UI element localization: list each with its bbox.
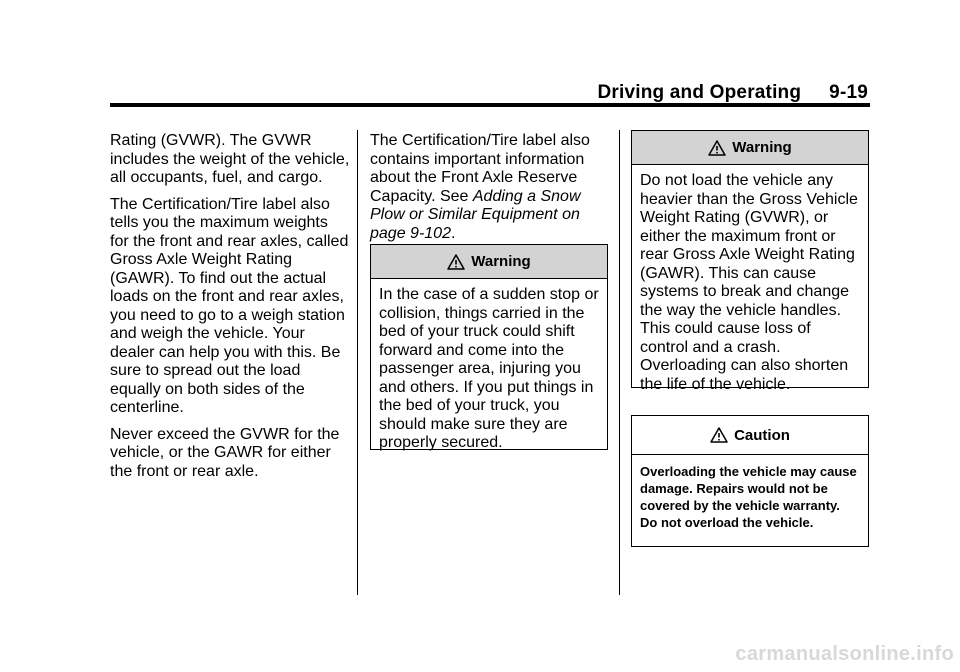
paragraph-gvwr: Rating (GVWR). The GVWR includes the weight of the vehicle, all occupants, fuel, and cargo. — [110, 132, 350, 186]
caution-title: Caution — [734, 426, 790, 444]
caution-text: Overloading the vehicle may cause damage. Repairs would not be covered by the vehicle warranty. Do not overload the vehicle. — [640, 464, 857, 530]
cross-reference-link[interactable]: Adding a Snow Plow or Similar Equipment on page 9-102 — [370, 187, 581, 242]
page-header — [597, 82, 868, 104]
warning-title: Warning — [471, 253, 531, 270]
caution-header — [632, 416, 868, 455]
caution-box — [631, 415, 869, 547]
warning-box-overload — [631, 130, 869, 393]
header-rule — [110, 103, 870, 107]
warning-triangle-icon — [708, 140, 726, 156]
column-1 — [110, 132, 350, 489]
page-number: 9-19 — [829, 82, 868, 103]
paragraph-front-axle: The Certification/Tire label also contains important information about the Front Axle Reserve Capacity. See Adding a Snow Plow or Similar Equipment on page 9-102. — [370, 132, 590, 242]
warning-triangle-icon — [447, 254, 465, 270]
paragraph-gawr: The Certification/Tire label also tells you the maximum weights for the front and rear axles, called Gross Axle Weight Rating (GAWR). To find out the actual loads on the front and rear axles, you need to go to a weigh station and weigh the vehicle. Your dealer can help you with this. Be sure to spread out the load equally on both sides of the centerline. — [110, 195, 349, 416]
warning-header — [632, 131, 868, 165]
section-title: Driving and Operating — [597, 82, 802, 103]
watermark: carmanualsonline.info — [735, 643, 954, 665]
warning-box-bed — [370, 244, 608, 450]
caution-triangle-icon — [710, 427, 728, 443]
warning-text: Do not load the vehicle any heavier than the Gross Vehicle Weight Rating (GVWR), or either the maximum front or rear Gross Axle Weight Rating (GAWR). This can cause systems to break and change the way the vehicle handles. This could cause loss of control and a crash. Overloading can also shorten the life of the vehicle. — [640, 172, 858, 393]
column-divider-2 — [619, 130, 620, 595]
paragraph-never-exceed: Never exceed the GVWR for the vehicle, or the GAWR for either the front or rear axle. — [110, 425, 340, 480]
warning-text: In the case of a sudden stop or collision, things carried in the bed of your truck could shift forward and come into the passenger area, injuring you and others. If you put things in the bed of your truck, you should make sure they are properly secured. — [379, 286, 599, 451]
warning-title: Warning — [732, 139, 792, 156]
column-divider-1 — [357, 130, 358, 595]
warning-header — [371, 245, 607, 279]
column-2 — [370, 132, 606, 251]
